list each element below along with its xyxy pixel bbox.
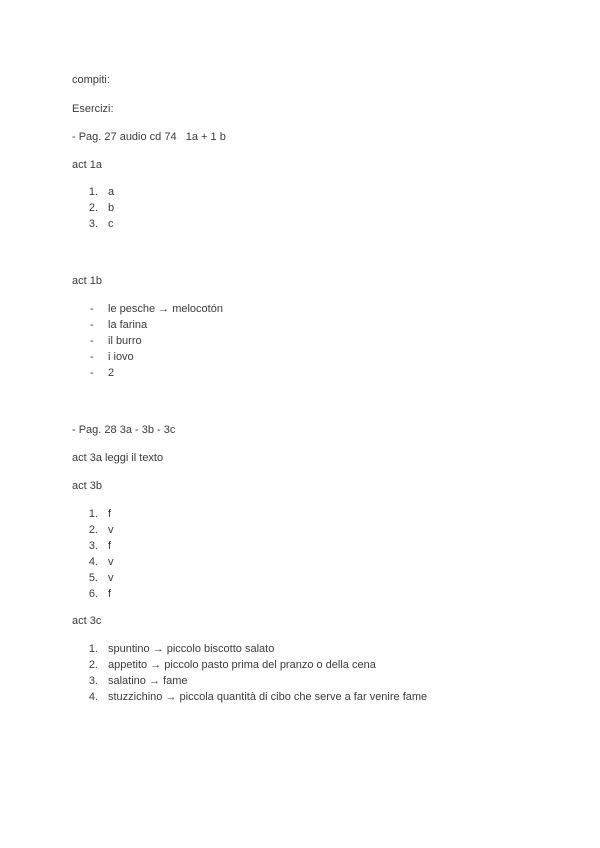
list-bullet: - bbox=[90, 319, 94, 331]
list-item: 2 bbox=[108, 367, 115, 379]
list-item: le pesche → melocotón bbox=[108, 303, 223, 315]
list-item: v bbox=[108, 524, 114, 536]
list-number: 2. bbox=[88, 202, 98, 214]
page27-line: - Pag. 27 audio cd 74 1a + 1 b bbox=[72, 131, 226, 143]
list-bullet: - bbox=[90, 303, 94, 315]
list-item: a bbox=[108, 186, 115, 198]
heading-esercizi: Esercizi: bbox=[72, 103, 114, 115]
list-number: 4. bbox=[88, 556, 98, 568]
list-number: 1. bbox=[88, 508, 98, 520]
list-bullet: - bbox=[90, 351, 94, 363]
act3c-title: act 3c bbox=[72, 615, 102, 627]
act1b-title: act 1b bbox=[72, 275, 102, 287]
list-number: 6. bbox=[88, 588, 98, 600]
list-item: stuzzichino → piccola quantità di cibo che serve a far venire fame bbox=[108, 691, 428, 703]
act3a-line: act 3a leggi il texto bbox=[72, 452, 164, 464]
list-bullet: - bbox=[90, 367, 94, 379]
act1a-title: act 1a bbox=[72, 159, 102, 171]
list-item: f bbox=[108, 540, 112, 552]
page28-line: - Pag. 28 3a - 3b - 3c bbox=[72, 424, 176, 436]
list-item: spuntino → piccolo biscotto salato bbox=[108, 643, 275, 655]
list-item: v bbox=[108, 572, 114, 584]
list-item: c bbox=[108, 218, 114, 230]
list-item: il burro bbox=[108, 335, 142, 347]
list-item: f bbox=[108, 588, 112, 600]
list-number: 3. bbox=[88, 218, 98, 230]
list-bullet: - bbox=[90, 335, 94, 347]
list-number: 5. bbox=[88, 572, 98, 584]
act3b-title: act 3b bbox=[72, 480, 102, 492]
list-item: la farina bbox=[108, 319, 148, 331]
list-number: 4. bbox=[88, 691, 98, 703]
list-number: 2. bbox=[88, 524, 98, 536]
list-item: f bbox=[108, 508, 112, 520]
heading-compiti: compiti: bbox=[72, 74, 110, 86]
list-number: 3. bbox=[88, 540, 98, 552]
list-item: appetito → piccolo pasto prima del pranzo o della cena bbox=[108, 659, 376, 671]
list-number: 2. bbox=[88, 659, 98, 671]
list-item: i iovo bbox=[108, 351, 134, 363]
list-item: b bbox=[108, 202, 115, 214]
list-number: 1. bbox=[88, 643, 98, 655]
list-item: v bbox=[108, 556, 114, 568]
list-number: 1. bbox=[88, 186, 98, 198]
list-number: 3. bbox=[88, 675, 98, 687]
list-item: salatino → fame bbox=[108, 675, 188, 687]
